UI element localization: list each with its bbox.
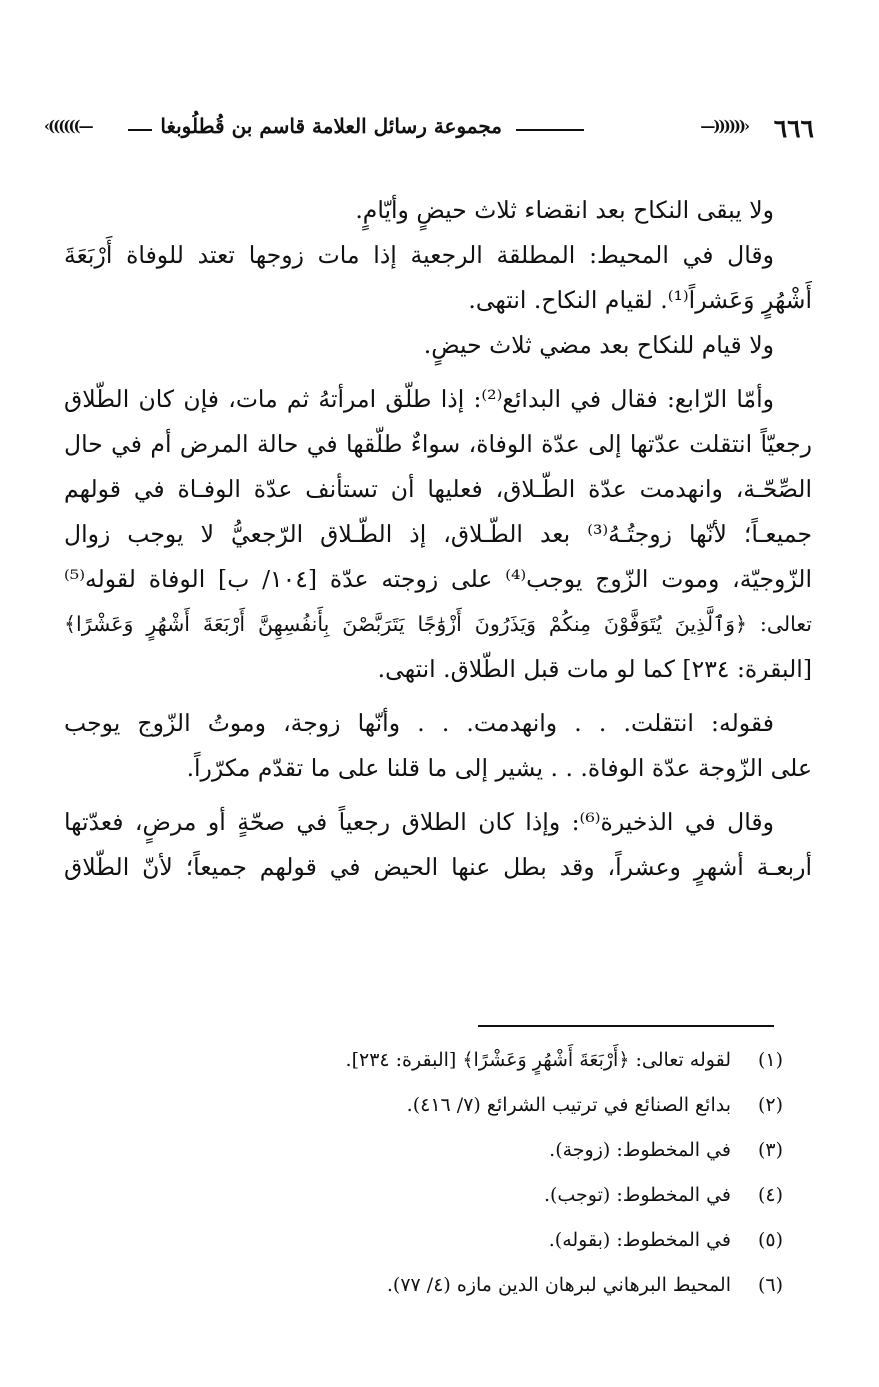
footnote xyxy=(223,1128,783,1173)
footnote-number: (١) xyxy=(757,1049,783,1071)
footnote xyxy=(223,1218,783,1263)
header-rule xyxy=(516,129,584,131)
footnote-text: في المخطوط: (بقوله). xyxy=(548,1229,731,1251)
text-line: ولا يبقى النكاح بعد انقضاء ثلاث حيضٍ وأيّامٍ. xyxy=(355,196,774,224)
running-header xyxy=(44,108,814,148)
footnotes xyxy=(223,1038,783,1308)
header-title: مجموعة رسائل العلامة قاسم بن قُطلُوبغا xyxy=(160,114,502,138)
text-line: الصِّحّـة، وانهدمت عدّة الطّـلاق، فعليها أن تستأنف عدّة الوفـاة في قولهم xyxy=(64,475,812,503)
text-line: أربعـة أشهرٍ وعشراً، وقد بطل عنها الحيض في قولهم جميعاً؛ لأنّ الطّلاق xyxy=(64,853,812,881)
text-line: فقوله: انتقلت. . . وانهدمت. . . وأنّها زوجة، وموتُ الزّوج يوجب xyxy=(64,709,774,737)
main-text xyxy=(64,188,812,890)
quran-verse-line: تعالى: ﴿وَٱلَّذِينَ يُتَوَفَّوْنَ مِنكُمْ وَيَذَرُونَ أَزْوَٰجًا يَتَرَبَّصْنَ بِأَنفُسِهِنَّ أَرْبَعَةَ أَشْهُرٍ وَعَشْرًا﴾ xyxy=(64,612,812,636)
header-rule xyxy=(128,129,152,131)
footnote-text: بدائع الصنائع في ترتيب الشرائع (٧/ ٤١٦). xyxy=(406,1094,731,1116)
footnote xyxy=(223,1083,783,1128)
footnote-number: (٤) xyxy=(757,1184,783,1206)
footnote xyxy=(223,1173,783,1218)
text-line: الزّوجيّة، وموت الزّوج يوجب⁽⁴⁾ على زوجته عدّة [١٠٤/ ب] الوفاة لقوله⁽⁵⁾ xyxy=(64,565,812,593)
text-line: وقال في الذخيرة⁽⁶⁾: وإذا كان الطلاق رجعياً في صحّةٍ أو مرضٍ، فعدّتها xyxy=(64,808,774,836)
footnote-number: (٣) xyxy=(757,1139,783,1161)
header-ornament-right: ‹((((((— xyxy=(700,117,748,135)
footnote xyxy=(223,1038,783,1083)
text-line: جميعـاً؛ لأنّها زوجتُـهُ⁽³⁾ بعد الطّـلاق، إذ الطّـلاق الرّجعيُّ لا يوجب زوال xyxy=(64,520,812,548)
footnote-separator xyxy=(478,1025,774,1027)
footnote-text: في المخطوط: (زوجة). xyxy=(549,1139,731,1161)
header-ornament-left: —))))))› xyxy=(44,117,92,135)
text-line: ولا قيام للنكاح بعد مضي ثلاث حيضٍ. xyxy=(423,331,774,359)
footnote-number: (٢) xyxy=(757,1094,783,1116)
page-number: ٦٦٦ xyxy=(773,114,814,143)
text-line: على الزّوجة عدّة الوفاة. . . يشير إلى ما قلنا على ما تقدّم مكرّراً. xyxy=(186,754,812,782)
text-line: وقال في المحيط: المطلقة الرجعية إذا مات زوجها تعتد للوفاة أَرْبَعَةَ xyxy=(64,241,774,269)
footnote-text: لقوله تعالى: ﴿أَرْبَعَةَ أَشْهُرٍ وَعَشْرًا﴾ [البقرة: ٢٣٤]. xyxy=(345,1049,731,1071)
footnote xyxy=(223,1263,783,1308)
footnote-text: في المخطوط: (توجب). xyxy=(543,1184,731,1206)
text-line: أَشْهُرٍ وَعَشراً⁽¹⁾. لقيام النكاح. انتهى. xyxy=(468,286,812,314)
footnote-text: المحيط البرهاني لبرهان الدين مازه (٤/ ٧٧). xyxy=(386,1274,731,1296)
footnote-number: (٥) xyxy=(757,1229,783,1251)
footnote-number: (٦) xyxy=(757,1274,783,1296)
text-line: [البقرة: ٢٣٤] كما لو مات قبل الطّلاق. انتهى. xyxy=(377,655,812,683)
text-line: وأمّا الرّابع: فقال في البدائع⁽²⁾: إذا طلّق امرأتهُ ثم مات، فإن كان الطّلاق xyxy=(64,385,775,413)
text-line: رجعيّاً انتقلت عدّتها إلى عدّة الوفاة، سواءٌ طلّقها في حالة المرض أم في حال xyxy=(64,430,812,458)
